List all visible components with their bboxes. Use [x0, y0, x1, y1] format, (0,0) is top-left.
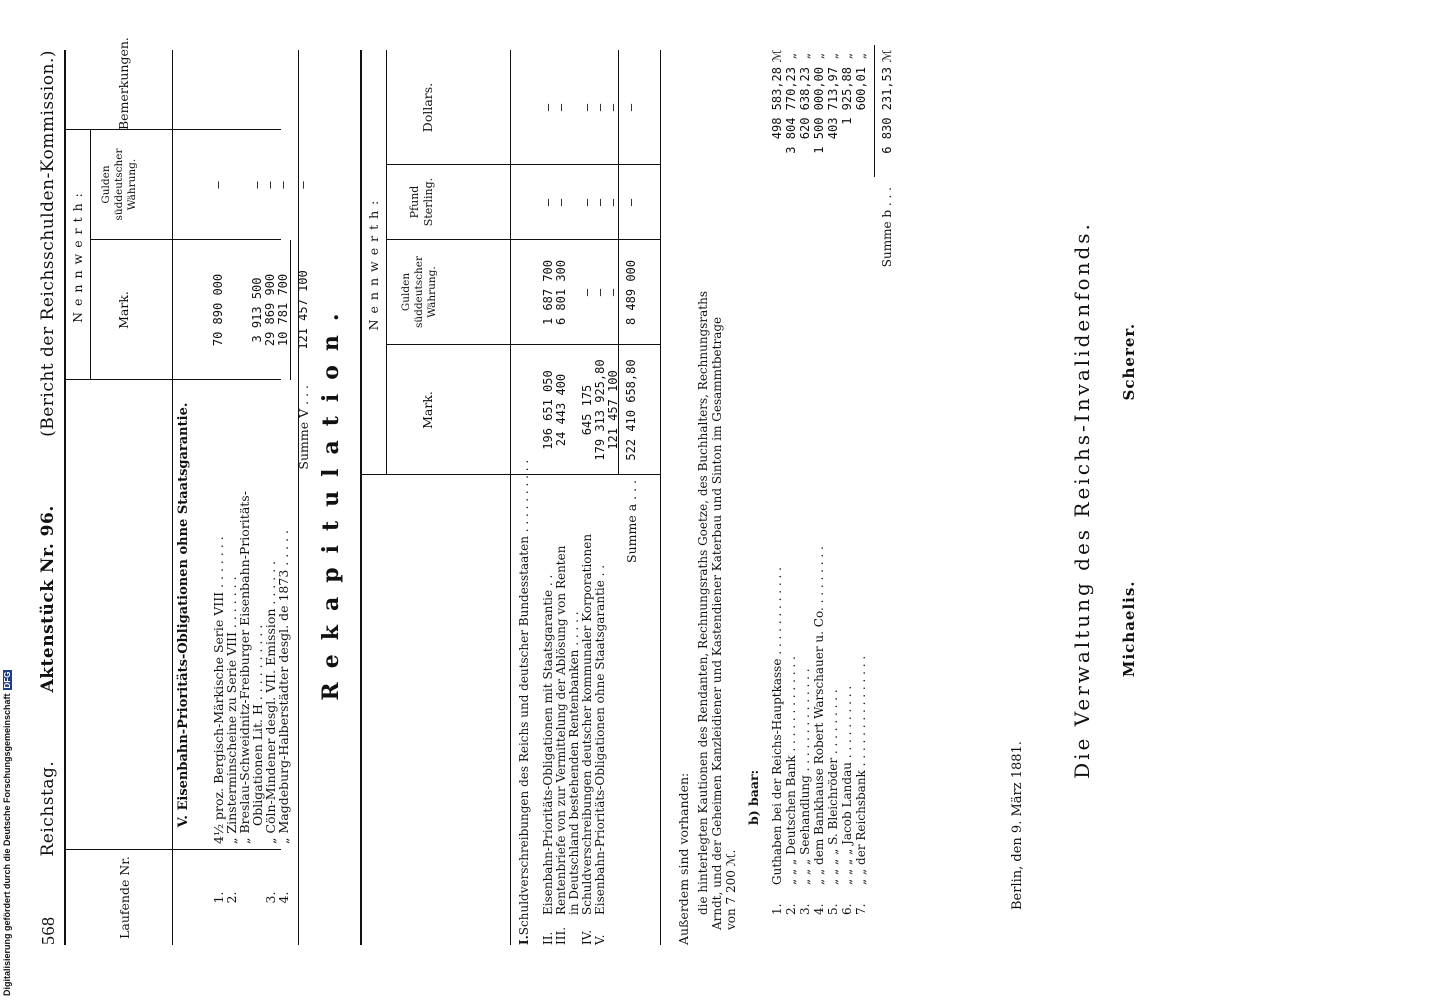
- col-mark: Mark.: [116, 291, 131, 329]
- place-date: Berlin, den 9. März 1881.: [1010, 741, 1025, 910]
- recap-summe-dollars: —: [624, 103, 638, 112]
- recap-row-2: II. Eisenbahn-Prioritäts-Obligationen mit Staatsgarantie . .: [541, 574, 555, 945]
- recap-summe-pfund: —: [624, 198, 638, 207]
- recap-title: Rekapitulation.: [318, 299, 344, 701]
- recap-col-mark: Mark.: [420, 391, 435, 429]
- col-gulden: Gulden süddeutscher Währung.: [100, 148, 138, 221]
- recap-col-nennwerth: Nennwerth:: [366, 194, 381, 331]
- extra-p1: die hinterlegten Kautionen des Rendanten, Rechnungsraths Goetze, des Buchhalters, Rechnungsraths: [696, 291, 710, 915]
- t1-row-2: 2. „ Zinsterminscheine zu Serie VIII . . . . . . .: [224, 576, 239, 904]
- t1-row-4: Obligationen Lit. H . . . . . . . . . .: [250, 624, 265, 826]
- recap-dollars-col: — — — — —: [541, 103, 620, 112]
- dfg-logo: DFG: [3, 671, 12, 689]
- digitization-note: [2, 670, 12, 996]
- signature-scherer: Scherer.: [1120, 322, 1138, 401]
- recap-col-gulden: Gulden süddeutscher Währung.: [400, 255, 438, 329]
- b-row-2: 2. „ „ „ Deutschen Bank . . . . . . . . . . . . . 3 804 770,23 „: [784, 52, 798, 915]
- t1-gulden-col: — — — —: [211, 181, 290, 189]
- extra-b-list: [770, 45, 895, 915]
- b-row-4: 4. „ „ dem Bankhause Robert Warschauer u. Co. . . . . . . . . 1 500 000,00 „: [812, 52, 826, 915]
- t1-summe-label: Summe V . . .: [296, 385, 311, 470]
- section-v-title: V. Eisenbahn-Prioritäts-Obligationen ohne Staatsgarantie.: [176, 402, 191, 828]
- recap-summe-mark: 522 410 658,80: [624, 359, 638, 461]
- b-row-5: 5. „ „ „ „ S. Bleichröder . . . . . . . . . 403 713,97 „: [826, 52, 840, 915]
- recap-row-6: V. Eisenbahn-Prioritäts-Obligationen ohne Staatsgarantie . .: [593, 564, 607, 945]
- t1-row-3: „ Breslau-Schweidnitz-Freiburger Eisenbahn-Prioritäts-: [237, 491, 252, 844]
- extra-p2: Arndt, und der Geheimen Kanzleidiener und Kastendiener Katerbau und Sinton im Gesammtbetrage: [710, 316, 724, 930]
- b-row-7: 7. „ „ der Reichsbank . . . . . . . . . . . . . . . 600,01 „: [854, 52, 868, 915]
- t1-summe-mark: 121 457 100: [296, 270, 310, 350]
- recap-mark-col: 196 651 050 24 443 400 645 175 179 313 925,80 121 457 100: [541, 359, 620, 461]
- recap-row-5: IV. Schuldverschreibungen deutscher kommunaler Korporationen: [580, 533, 594, 945]
- running-header: [38, 50, 59, 945]
- signature-michaelis: Michaelis.: [1120, 580, 1138, 678]
- extra-b-title: b) baar:: [746, 769, 761, 825]
- t1-row-1: 1. 4½ proz. Bergisch-Märkische Serie VIII . . . . . . .: [211, 536, 226, 904]
- t1-row-5: 3. „ Cöln-Mindener desgl. VII. Emission . . . . . .: [263, 560, 278, 904]
- recap-table: [360, 50, 660, 945]
- col-nennwerth: Nennwerth:: [70, 187, 85, 323]
- digitization-text: Digitalisierung gefördert durch die Deutsche Forschungsgemeinschaft: [2, 693, 12, 996]
- signatures: [1120, 0, 1138, 1000]
- col-laufende-nr: Laufende Nr.: [116, 856, 132, 939]
- t1-row-6: 4. „ Magdeburg-Halberstädter desgl. de 1873 . . . . .: [276, 529, 291, 904]
- col-bemerkungen: Bemerkungen.: [116, 37, 131, 130]
- b-row-3: 3. „ „ „ Seehandlung . . . . . . . . . . . . . . 620 638,23 „: [798, 52, 812, 915]
- t1-mark-col: 70 890 000 3 913 500 29 869 900 10 781 700: [211, 273, 290, 347]
- recap-col-dollars: Dollars.: [420, 82, 435, 133]
- extra-p3: von 7 200 ℳ.: [724, 849, 738, 930]
- recap-col-pfund: Pfund Sterling.: [408, 177, 435, 227]
- b-row-6: 6. „ „ „ „ Jacob Landau . . . . . . . . . . 1 925,88 „: [840, 52, 854, 915]
- extra-intro: Außerdem sind vorhanden:: [676, 772, 691, 945]
- t1-summe-gulden: —: [296, 181, 310, 189]
- recap-summe-gulden: 8 489 000: [624, 259, 638, 326]
- recap-gulden-col: 1 687 700 6 801 300 — — —: [541, 259, 620, 326]
- recap-row-1: I. Schuldverschreibungen des Reichs und deutscher Bundesstaaten . . . . . . . . . .: [517, 459, 531, 945]
- recap-row-3: III. Rentenbriefe von zur Vermittelung der Ablösung von Renten: [554, 545, 568, 945]
- b-row-1: 1. Guthaben bei der Reichs-Hauptkasse . . . . . . . . . . . . 498 583,28 ℳ: [770, 49, 784, 915]
- recap-pfund-col: — — — — —: [541, 198, 620, 207]
- header-middle: Aktenstück Nr. 96.: [38, 505, 58, 693]
- recap-row-4: in Deutschland bestehenden Rentenbanken . . . . .: [567, 611, 581, 915]
- b-summe: Summe b . . . 6 830 231,53 ℳ: [880, 49, 894, 268]
- table1: [66, 37, 311, 945]
- recap-summe-label: Summe a . . .: [624, 480, 639, 563]
- header-right: (Bericht der Reichsschulden-Kommission.): [38, 50, 58, 437]
- authority: Die Verwaltung des Reichs-Invalidenfonds.: [1070, 221, 1094, 779]
- page-number: 568: [38, 916, 58, 945]
- header-left: Reichstag.: [38, 760, 58, 857]
